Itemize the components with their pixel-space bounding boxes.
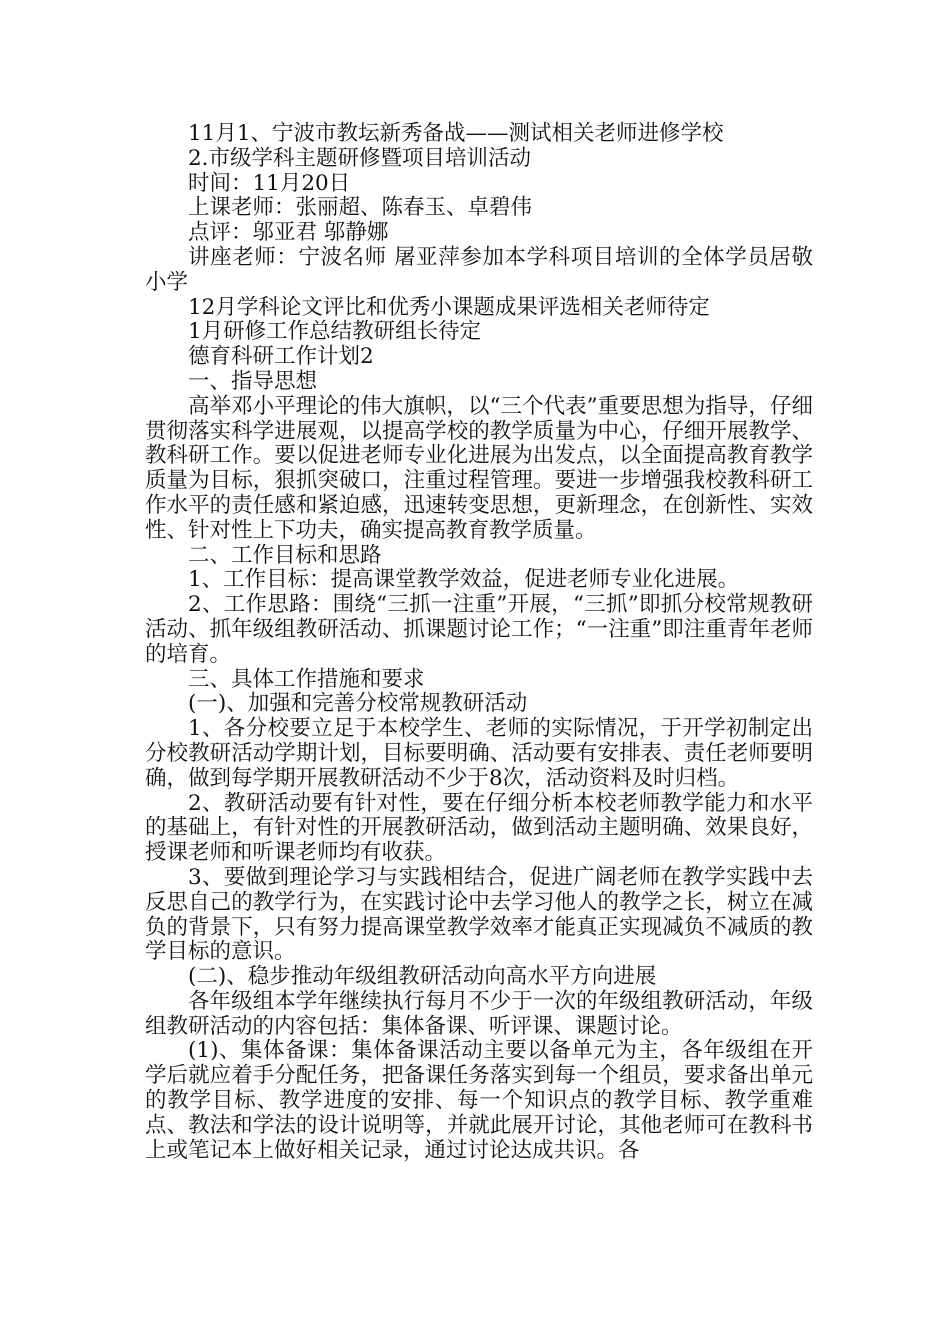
- paragraph-7: 12月学科论文评比和优秀小课题成果评选相关老师待定: [188, 294, 710, 320]
- section-title-plan-2: 德育科研工作计划2: [188, 344, 374, 370]
- paragraph-work-goal: 1、工作目标：提高课堂教学效益，促进老师专业化进展。: [188, 567, 740, 593]
- paragraph-8: 1月研修工作总结教研组长待定: [188, 319, 482, 345]
- paragraph-6: 讲座老师：宁波名师 屠亚萍参加本学科项目培训的全体学员居敬小学: [145, 244, 813, 295]
- paragraph-5: 点评：邬亚君 邬静娜: [188, 220, 389, 246]
- paragraph-measure-2: 2、教研活动要有针对性，要在仔细分析本校老师教学能力和水平的基础上，有针对性的开展教研活动，做到活动主题明确、效果良好，授课老师和听课老师均有收获。: [145, 790, 813, 866]
- paragraph-collective-lesson-prep: (1)、集体备课：集体备课活动主要以备单元为主，各年级组在开学后就应着手分配任务，把备课任务落实到每一个组员，要求备出单元的教学目标、教学进度的安排、每一个知识点的教学目标、教学重难点、教法和学法的设计说明等，并就此展开讨论，其他老师可在教科书上或笔记本上做好相关记录，通过讨论达成共识。各: [145, 1038, 813, 1163]
- paragraph-4: 上课老师：张丽超、陈春玉、卓碧伟: [188, 195, 533, 221]
- paragraph-2: 2.市级学科主题研修暨项目培训活动: [188, 145, 532, 171]
- paragraph-1: 11月1、宁波市教坛新秀备战——测试相关老师进修学校: [188, 121, 724, 146]
- paragraph-guiding-thought: 高举邓小平理论的伟大旗帜，以“三个代表”重要思想为指导，仔细贯彻落实科学进展观，以提高学校的教学质量为中心，仔细开展教学、教科研工作。要以促进老师专业化进展为出发点，以全面提高教育教学质量为目标，狠抓突破口，注重过程管理。要进一步增强我校教科研工作水平的责任感和紧迫感，迅速转变思想，更新理念，在创新性、实效性、针对性上下功夫，确实提高教育教学质量。: [145, 393, 813, 543]
- paragraph-grade-group: 各年级组本学年继续执行每月不少于一次的年级组教研活动，年级组教研活动的内容包括：集体备课、听评课、课题讨论。: [145, 988, 813, 1039]
- paragraph-measure-3: 3、要做到理论学习与实践相结合，促进广阔老师在教学实践中去反思自己的教学行为，在实践讨论中去学习他人的教学之长，树立在减负的背景下，只有努力提高课堂教学效率才能真正实现减负不减质的教学目标的意识。: [145, 864, 813, 965]
- paragraph-measure-1: 1、各分校要立足于本校学生、老师的实际情况，于开学初制定出分校教研活动学期计划，目标要明确、活动要有安排表、责任老师要明确，做到每学期开展教研活动不少于8次，活动资料及时归档。: [145, 716, 813, 791]
- paragraph-work-ideas: 2、工作思路：围绕“三抓一注重”开展，“三抓”即抓分校常规教研活动、抓年级组教研活动、抓课题讨论工作；“一注重”即注重青年老师的培育。: [145, 592, 813, 667]
- subheading-2: (二)、稳步推动年级组教研活动向高水平方向进展: [188, 964, 657, 990]
- subheading-1: (一)、加强和完善分校常规教研活动: [188, 691, 528, 717]
- heading-measures: 三、具体工作措施和要求: [188, 666, 425, 692]
- heading-guiding-thought: 一、指导思想: [188, 368, 318, 394]
- heading-goals-and-ideas: 二、工作目标和思路: [188, 542, 382, 568]
- paragraph-3: 时间：11月20日: [188, 170, 351, 196]
- document-page: [145, 122, 813, 1163]
